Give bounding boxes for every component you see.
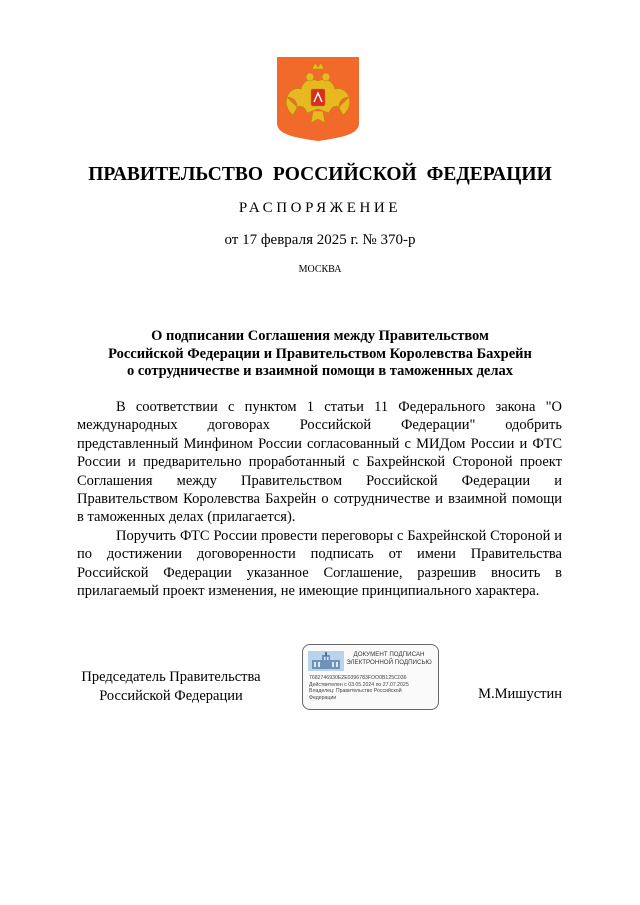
- document-date-number: от 17 февраля 2025 г. № 370-р: [224, 232, 416, 248]
- stamp-owner: Федерации: [309, 694, 337, 701]
- government-title: ПРАВИТЕЛЬСТВО РОССИЙСКОЙ ФЕДЕРАЦИИ: [88, 164, 552, 185]
- document-body: [77, 398, 562, 600]
- signer-position: [75, 668, 267, 706]
- stamp-owner: Владелец: Правительство Российской: [309, 688, 402, 695]
- document-type: РАСПОРЯЖЕНИЕ: [238, 200, 402, 216]
- state-emblem-icon: [277, 57, 359, 141]
- signer-name: М.Мишустин: [478, 686, 562, 702]
- stamp-certificate: 7682746930E2E0396783FOO0B125C036: [309, 675, 407, 681]
- body-paragraph: В соответствии с пунктом 1 статьи 11 Федерального закона "О международных договорах Российской Федерации" одобрить представленный Минфином России согласованный с МИДом России и ФТС России и предварительно проработанный с Бахрейнской Стороной проект Соглашения между Правительством Российской Федерации и Правительством Королевства Бахрейн о сотрудничестве и взаимной помощи в таможенных делах (прилагается).: [77, 399, 562, 526]
- government-building-icon: [308, 651, 344, 671]
- document-subject: [80, 328, 560, 381]
- stamp-validity: Действителен с 03.05.2024 по 27.07.2025: [309, 681, 409, 688]
- subject-line: О подписании Соглашения между Правительством: [151, 328, 489, 344]
- stamp-details: [309, 675, 435, 701]
- signer-position-line: Председатель Правительства: [81, 669, 261, 685]
- body-paragraph: Поручить ФТС России провести переговоры с Бахрейнской Стороной и по достижении договоренности подписать от имени Правительства Российской Федерации указанное Соглашение, разрешив вносить в прилагаемый проект изменения, не имеющие принципиального характера.: [77, 527, 562, 600]
- issue-city: МОСКВА: [298, 264, 342, 275]
- electronic-signature-stamp: [302, 644, 439, 710]
- subject-line: Российской Федерации и Правительством Королевства Бахрейн: [108, 345, 532, 362]
- stamp-title-line: ДОКУМЕНТ ПОДПИСАН: [353, 651, 425, 658]
- signer-position-line: Российской Федерации: [99, 688, 243, 704]
- stamp-title-line: ЭЛЕКТРОННОЙ ПОДПИСЬЮ: [346, 658, 432, 666]
- subject-line: о сотрудничестве и взаимной помощи в таможенных делах: [127, 363, 513, 379]
- stamp-title: [343, 651, 435, 666]
